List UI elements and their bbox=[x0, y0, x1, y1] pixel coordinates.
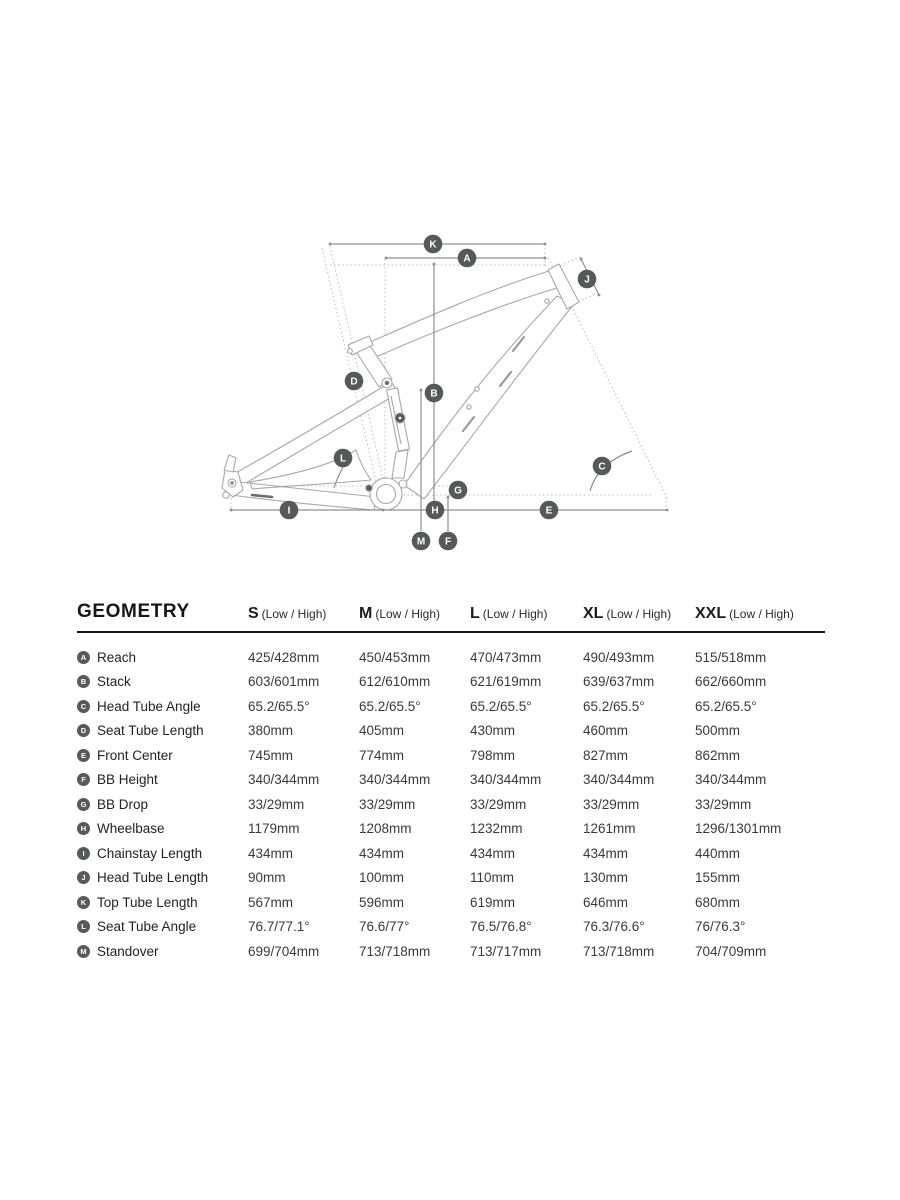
row-label: Seat Tube Length bbox=[97, 723, 204, 739]
column-lowhigh-label: (Low / High) bbox=[729, 607, 794, 621]
row-marker-badge: L bbox=[77, 920, 90, 933]
upper-link-bolt bbox=[385, 381, 389, 385]
diagram-marker-b bbox=[425, 384, 444, 403]
row-label-cell bbox=[77, 870, 248, 885]
value-cell: 704/709mm bbox=[695, 943, 767, 959]
value-cell: 619mm bbox=[470, 894, 516, 910]
row-marker-badge: E bbox=[77, 749, 90, 762]
diagram-marker-j bbox=[578, 270, 597, 289]
shock-clevis bbox=[392, 450, 408, 478]
row-marker-badge: G bbox=[77, 798, 90, 811]
lower-link-pivot bbox=[399, 480, 407, 488]
diagram-marker-l bbox=[334, 449, 353, 468]
svg-text:J: J bbox=[584, 274, 590, 286]
value-cell: 699/704mm bbox=[248, 943, 320, 959]
value-cell: 490/493mm bbox=[583, 649, 655, 665]
value-cell: 65.2/65.5° bbox=[583, 698, 645, 714]
row-marker-badge: A bbox=[77, 651, 90, 664]
table-row bbox=[77, 841, 825, 866]
table-body bbox=[77, 645, 825, 964]
diagram-marker-f bbox=[439, 532, 458, 551]
rear-axle-center bbox=[230, 481, 233, 484]
table-row bbox=[77, 719, 825, 744]
value-cell: 1296/1301mm bbox=[695, 821, 782, 837]
column-lowhigh-label: (Low / High) bbox=[261, 607, 327, 621]
shock-mount-bolt-center bbox=[399, 417, 402, 420]
diagram-marker-a bbox=[458, 249, 477, 268]
value-cell: 65.2/65.5° bbox=[695, 698, 757, 714]
value-cell: 76.6/77° bbox=[359, 919, 410, 935]
row-label: BB Height bbox=[97, 772, 158, 788]
value-cell: 612/610mm bbox=[359, 674, 431, 690]
diagram-marker-h bbox=[426, 501, 445, 520]
value-cell: 567mm bbox=[248, 894, 294, 910]
value-cell: 621/619mm bbox=[470, 674, 542, 690]
value-cell: 380mm bbox=[248, 723, 294, 739]
brake-mount bbox=[224, 455, 236, 472]
value-cell: 1261mm bbox=[583, 821, 636, 837]
value-cell: 100mm bbox=[359, 870, 405, 886]
value-cell: 76.3/76.6° bbox=[583, 919, 645, 935]
svg-text:A: A bbox=[463, 253, 471, 265]
value-cell: 33/29mm bbox=[695, 796, 752, 812]
row-label: Wheelbase bbox=[97, 821, 165, 837]
derailleur-hanger bbox=[223, 492, 229, 498]
value-cell: 745mm bbox=[248, 747, 294, 763]
value-cell: 405mm bbox=[359, 723, 405, 739]
row-label: Seat Tube Angle bbox=[97, 919, 197, 935]
svg-text:M: M bbox=[416, 536, 426, 548]
row-label: Head Tube Length bbox=[97, 870, 209, 886]
row-label: Head Tube Angle bbox=[97, 698, 201, 714]
svg-text:F: F bbox=[444, 536, 452, 548]
table-row bbox=[77, 670, 825, 695]
value-cell: 596mm bbox=[359, 894, 405, 910]
value-cell: 130mm bbox=[583, 870, 629, 886]
value-cell: 65.2/65.5° bbox=[470, 698, 532, 714]
column-size-label: L bbox=[470, 605, 480, 622]
table-row bbox=[77, 915, 825, 940]
svg-text:D: D bbox=[350, 376, 358, 388]
value-cell: 862mm bbox=[695, 747, 741, 763]
svg-text:H: H bbox=[431, 505, 439, 517]
diagram-marker-i bbox=[280, 501, 299, 520]
row-label-cell bbox=[77, 674, 248, 689]
value-cell: 460mm bbox=[583, 723, 629, 739]
row-label-cell bbox=[77, 821, 248, 836]
gusset-bolt bbox=[545, 299, 549, 303]
value-cell: 515/518mm bbox=[695, 649, 767, 665]
table-row bbox=[77, 768, 825, 793]
value-cell: 76.7/77.1° bbox=[248, 919, 310, 935]
column-lowhigh-label: (Low / High) bbox=[606, 607, 672, 621]
bottle-boss-1 bbox=[475, 387, 479, 391]
value-cell: 434mm bbox=[470, 845, 516, 861]
collar-bolt bbox=[348, 349, 353, 354]
value-cell: 33/29mm bbox=[359, 796, 416, 812]
value-cell: 33/29mm bbox=[470, 796, 527, 812]
table-row bbox=[77, 645, 825, 670]
value-cell: 33/29mm bbox=[248, 796, 305, 812]
table-row bbox=[77, 694, 825, 719]
row-label: Front Center bbox=[97, 747, 173, 763]
value-cell: 430mm bbox=[470, 723, 516, 739]
value-cell: 774mm bbox=[359, 747, 405, 763]
column-size-label: S bbox=[248, 605, 259, 622]
value-cell: 155mm bbox=[695, 870, 741, 886]
lower-link-bolt bbox=[366, 485, 372, 491]
row-label-cell bbox=[77, 699, 248, 714]
row-label-cell bbox=[77, 723, 248, 738]
column-lowhigh-label: (Low / High) bbox=[482, 607, 548, 621]
row-label: Standover bbox=[97, 943, 159, 959]
value-cell: 1179mm bbox=[248, 821, 300, 837]
column-header bbox=[470, 605, 583, 623]
value-cell: 713/718mm bbox=[359, 943, 431, 959]
value-cell: 470/473mm bbox=[470, 649, 542, 665]
row-label-cell bbox=[77, 895, 248, 910]
svg-text:C: C bbox=[598, 461, 606, 473]
value-cell: 798mm bbox=[470, 747, 516, 763]
value-cell: 450/453mm bbox=[359, 649, 431, 665]
svg-text:G: G bbox=[454, 485, 462, 497]
row-label: Stack bbox=[97, 674, 131, 690]
row-label-cell bbox=[77, 846, 248, 861]
row-label: Top Tube Length bbox=[97, 894, 198, 910]
row-marker-badge: C bbox=[77, 700, 90, 713]
value-cell: 340/344mm bbox=[695, 772, 767, 788]
value-cell: 440mm bbox=[695, 845, 741, 861]
table-header-row bbox=[77, 601, 825, 633]
row-marker-badge: M bbox=[77, 945, 90, 958]
svg-text:B: B bbox=[430, 388, 438, 400]
value-cell: 110mm bbox=[470, 870, 515, 886]
diagram-marker-e bbox=[540, 501, 559, 520]
value-cell: 33/29mm bbox=[583, 796, 640, 812]
value-cell: 340/344mm bbox=[248, 772, 320, 788]
value-cell: 1208mm bbox=[359, 821, 412, 837]
seatstay bbox=[234, 382, 399, 487]
value-cell: 340/344mm bbox=[359, 772, 431, 788]
row-marker-badge: K bbox=[77, 896, 90, 909]
row-label-cell bbox=[77, 748, 248, 763]
table-row bbox=[77, 817, 825, 842]
row-label-cell bbox=[77, 772, 248, 787]
column-header bbox=[248, 605, 359, 623]
row-label-cell bbox=[77, 944, 248, 959]
row-marker-badge: F bbox=[77, 773, 90, 786]
row-marker-badge: H bbox=[77, 822, 90, 835]
value-cell: 76/76.3° bbox=[695, 919, 746, 935]
diagram-marker-k bbox=[424, 235, 443, 254]
table-row bbox=[77, 743, 825, 768]
row-label-cell bbox=[77, 797, 248, 812]
bottle-boss-2 bbox=[467, 405, 471, 409]
value-cell: 827mm bbox=[583, 747, 629, 763]
svg-text:E: E bbox=[545, 505, 553, 517]
row-label: Chainstay Length bbox=[97, 845, 203, 861]
svg-text:K: K bbox=[429, 239, 437, 251]
table-title: GEOMETRY bbox=[77, 601, 190, 622]
value-cell: 713/718mm bbox=[583, 943, 655, 959]
row-marker-badge: J bbox=[77, 871, 90, 884]
diagram-marker-g bbox=[449, 481, 468, 500]
table-row bbox=[77, 890, 825, 915]
diagram-marker-m bbox=[412, 532, 431, 551]
frame-artwork bbox=[222, 264, 579, 510]
value-cell: 500mm bbox=[695, 723, 741, 739]
seat-angle-leader bbox=[334, 467, 343, 488]
value-cell: 434mm bbox=[583, 845, 629, 861]
value-cell: 680mm bbox=[695, 894, 741, 910]
column-header bbox=[583, 605, 695, 623]
bb-inner-ring bbox=[377, 485, 396, 504]
value-cell: 646mm bbox=[583, 894, 629, 910]
value-cell: 76.5/76.8° bbox=[470, 919, 532, 935]
row-label: Reach bbox=[97, 649, 137, 665]
svg-text:I: I bbox=[287, 505, 291, 517]
column-size-label: XL bbox=[583, 605, 604, 622]
row-label-cell bbox=[77, 650, 248, 665]
value-cell: 434mm bbox=[248, 845, 294, 861]
value-cell: 603/601mm bbox=[248, 674, 320, 690]
value-cell: 713/717mm bbox=[470, 943, 542, 959]
value-cell: 65.2/65.5° bbox=[359, 698, 421, 714]
geometry-table bbox=[77, 601, 825, 964]
svg-text:L: L bbox=[339, 453, 347, 465]
value-cell: 65.2/65.5° bbox=[248, 698, 310, 714]
column-size-label: M bbox=[359, 605, 373, 622]
value-cell: 662/660mm bbox=[695, 674, 767, 690]
row-marker-badge: B bbox=[77, 675, 90, 688]
column-header bbox=[695, 605, 825, 623]
diagram-marker-d bbox=[345, 372, 364, 391]
column-size-label: XXL bbox=[695, 605, 727, 622]
value-cell: 434mm bbox=[359, 845, 405, 861]
value-cell: 90mm bbox=[248, 870, 286, 886]
column-header bbox=[359, 605, 470, 623]
value-cell: 639/637mm bbox=[583, 674, 655, 690]
value-cell: 340/344mm bbox=[470, 772, 542, 788]
value-cell: 425/428mm bbox=[248, 649, 320, 665]
table-row bbox=[77, 939, 825, 964]
row-marker-badge: I bbox=[77, 847, 90, 860]
table-row bbox=[77, 792, 825, 817]
row-marker-badge: D bbox=[77, 724, 90, 737]
table-row bbox=[77, 866, 825, 891]
value-cell: 1232mm bbox=[470, 821, 523, 837]
column-lowhigh-label: (Low / High) bbox=[375, 607, 441, 621]
value-cell: 340/344mm bbox=[583, 772, 655, 788]
diagram-marker-c bbox=[593, 457, 612, 476]
row-label-cell bbox=[77, 919, 248, 934]
row-label: BB Drop bbox=[97, 796, 149, 812]
